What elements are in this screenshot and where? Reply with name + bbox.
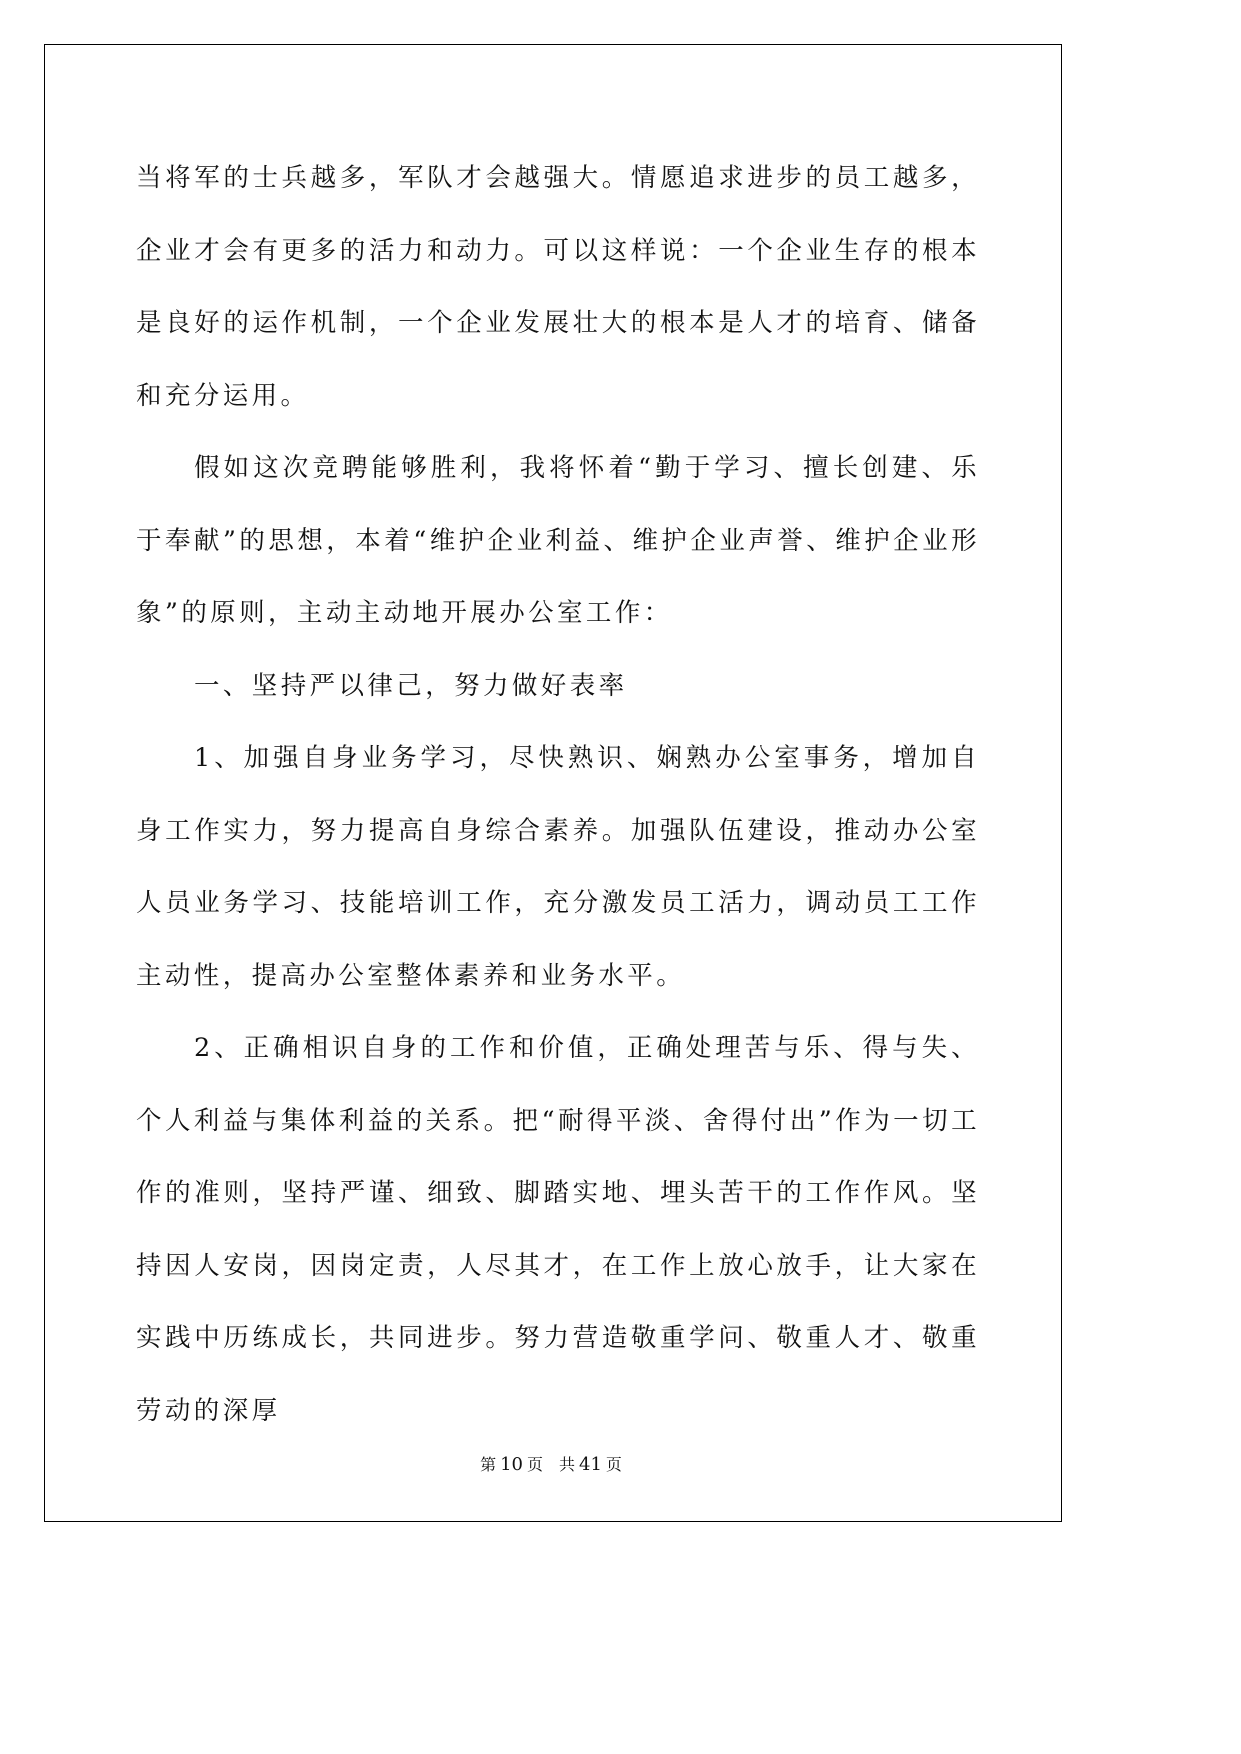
total-prefix: 共 bbox=[559, 1455, 576, 1474]
section-heading: 一、坚持严以律己，努力做好表率 bbox=[194, 670, 628, 701]
paragraph-2: 假如这次竞聘能够胜利，我将怀着“勤于学习、擅长创建、乐于奉献”的思想，本着“维护企业利益、维护企业声誉、维护企业形象”的原则，主动主动地开展办公室工作： bbox=[136, 453, 980, 628]
page-footer bbox=[0, 1452, 1102, 1475]
paragraph-item-2: 2、正确相识自身的工作和价值，正确处理苦与乐、得与失、个人利益与集体利益的关系。把“耐得平淡、舍得付出”作为一切工作的准则，坚持严谨、细致、脚踏实地、埋头苦干的工作作风。坚持因人安岗，因岗定责，人尽其才，在工作上放心放手，让大家在实践中历练成长，共同进步。努力营造敬重学问、敬重人才、敬重劳动的深厚 bbox=[136, 1033, 980, 1426]
paragraph-item-1: 1、加强自身业务学习，尽快熟识、娴熟办公室事务，增加自身工作实力，努力提高自身综合素养。加强队伍建设，推动办公室人员业务学习、技能培训工作，充分激发员工活力，调动员工工作主动性，提高办公室整体素养和业务水平。 bbox=[136, 743, 980, 991]
page-prefix: 第 bbox=[480, 1455, 497, 1474]
total-pages: 41 bbox=[579, 1454, 602, 1475]
document-body bbox=[136, 142, 980, 1447]
page-number: 10 bbox=[500, 1454, 523, 1475]
paragraph-1: 当将军的士兵越多，军队才会越强大。情愿追求进步的员工越多，企业才会有更多的活力和动力。可以这样说：一个企业生存的根本是良好的运作机制，一个企业发展壮大的根本是人才的培育、储备和充分运用。 bbox=[136, 163, 980, 411]
total-suffix: 页 bbox=[605, 1455, 622, 1474]
page-suffix: 页 bbox=[526, 1455, 543, 1474]
